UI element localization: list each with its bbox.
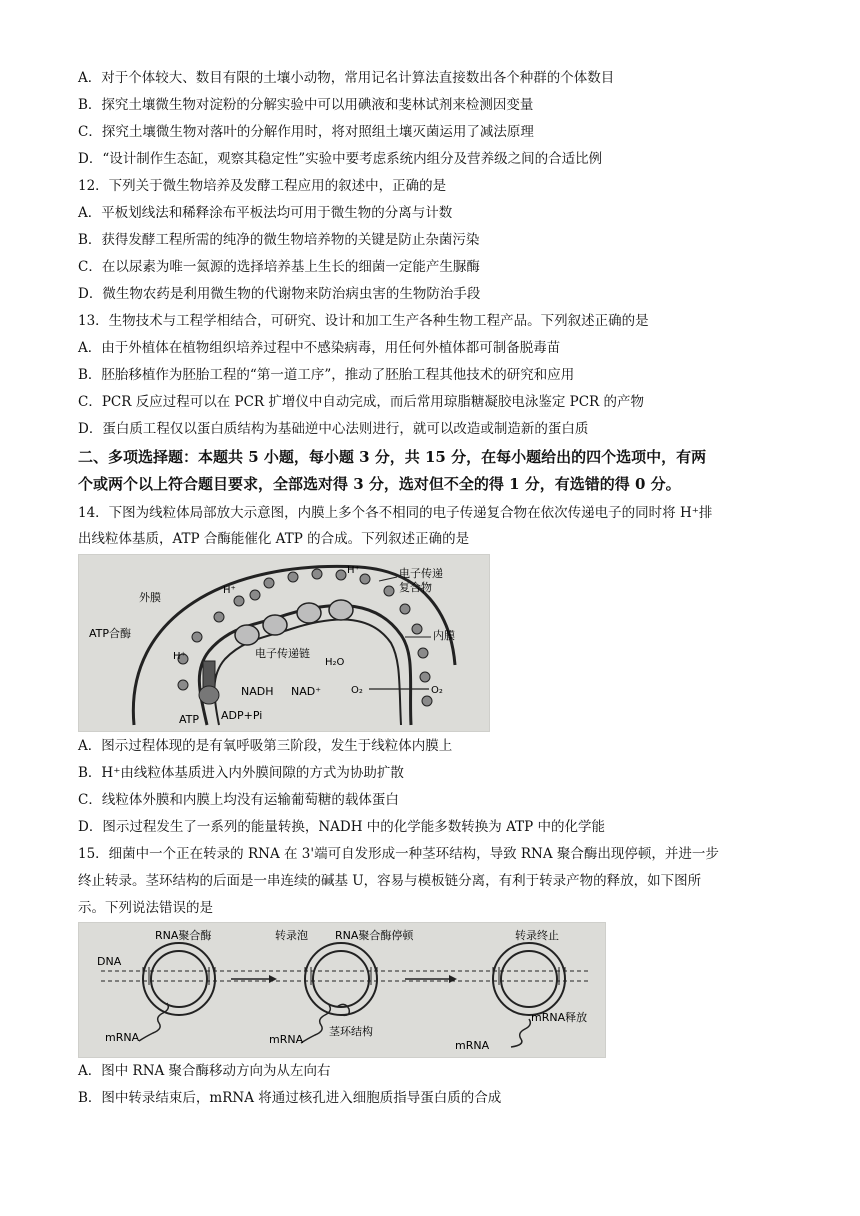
q15-stem-line2: 终止转录。茎环结构的后面是一串连续的碱基 U，容易与模板链分离，有利于转录产物的释放，如下图所 — [78, 873, 702, 889]
label-rna-polymerase: RNA聚合酶 — [155, 929, 212, 942]
arrowhead-stage-2 — [449, 975, 457, 983]
q15-stem-line3: 示。下列说法错误的是 — [78, 900, 213, 916]
arrowhead-stage-1 — [269, 975, 277, 983]
mrna-squiggle-1 — [139, 1003, 168, 1041]
q12-option-b: B．获得发酵工程所需的纯净的微生物培养物的关键是防止杂菌污染 — [78, 232, 480, 248]
q12-option-c: C．在以尿素为唯一氮源的选择培养基上生长的细菌一定能产生脲酶 — [78, 259, 480, 275]
mitochondrion-figure — [78, 554, 490, 732]
label-h-plus-right: H⁺ — [347, 565, 360, 576]
q12-option-d: D．微生物农药是利用微生物的代谢物来防治病虫害的生物防治手段 — [78, 286, 481, 302]
q11-option-a: A．对于个体较大、数目有限的土壤小动物，常用记名计算法直接数出各个种群的个体数目 — [78, 70, 615, 86]
mrna-squiggle-3 — [511, 1019, 530, 1047]
q14-stem-line2: 出线粒体基质，ATP 合酶能催化 ATP 的合成。下列叙述正确的是 — [78, 531, 470, 547]
label-electron-chain: 电子传递链 — [255, 647, 310, 660]
q15-option-b: B．图中转录结束后，mRNA 将通过核孔进入细胞质指导蛋白质的合成 — [78, 1090, 502, 1106]
transcription-figure — [78, 922, 606, 1058]
q14-option-a: A．图示过程体现的是有氧呼吸第三阶段，发生于线粒体内膜上 — [78, 738, 453, 754]
q15-option-a: A．图中 RNA 聚合酶移动方向为从左向右 — [78, 1063, 331, 1079]
q11-option-c: C．探究土壤微生物对落叶的分解作用时，将对照组土壤灭菌运用了减法原理 — [78, 124, 534, 140]
leader-etc — [379, 577, 397, 581]
q11-option-b: B．探究土壤微生物对淀粉的分解实验中可以用碘液和斐林试剂来检测因变量 — [78, 97, 534, 113]
label-nadh: NADH — [241, 685, 274, 698]
mitochondrion-diagram — [79, 555, 489, 731]
label-stem-loop: 茎环结构 — [329, 1025, 373, 1038]
label-etc-complex-1: 电子传递 — [399, 567, 443, 580]
label-mrna-3: mRNA — [455, 1039, 490, 1052]
transcription-diagram — [79, 923, 605, 1057]
label-nad: NAD⁺ — [291, 685, 322, 698]
q14-option-d: D．图示过程发生了一系列的能量转换，NADH 中的化学能多数转换为 ATP 中的化学能 — [78, 819, 605, 835]
q12-stem: 12．下列关于微生物培养及发酵工程应用的叙述中，正确的是 — [78, 178, 447, 194]
label-o2-left: O₂ — [351, 685, 363, 696]
etc-complexes — [235, 600, 353, 645]
q13-option-a: A．由于外植体在植物组织培养过程中不感染病毒，用任何外植体都可制备脱毒苗 — [78, 340, 561, 356]
label-atp: ATP — [179, 713, 200, 726]
inner-membrane-line — [199, 605, 411, 725]
label-mrna-2: mRNA — [269, 1033, 304, 1046]
q14-stem-line1: 14．下图为线粒体局部放大示意图，内膜上多个各不相同的电子传递复合物在依次传递电子的同时将 H⁺排 — [78, 505, 713, 521]
label-pause: RNA聚合酶停顿 — [335, 929, 414, 942]
q13-option-d: D．蛋白质工程仅以蛋白质结构为基础逆中心法则进行，就可以改造或制造新的蛋白质 — [78, 421, 589, 437]
label-atp-synthase: ATP合酶 — [89, 627, 132, 640]
polymerase-rings — [143, 943, 565, 1015]
label-mrna-1: mRNA — [105, 1031, 140, 1044]
label-water: H₂O — [325, 657, 345, 668]
label-o2-right: O₂ — [431, 685, 443, 696]
q11-option-d: D．“设计制作生态缸，观察其稳定性”实验中要考虑系统内组分及营养级之间的合适比例 — [78, 151, 603, 167]
label-bubble: 转录泡 — [275, 929, 308, 942]
q14-option-c: C．线粒体外膜和内膜上均没有运输葡萄糖的载体蛋白 — [78, 792, 399, 808]
label-h-plus-top: H⁺ — [223, 585, 236, 596]
label-inner-membrane: 内膜 — [433, 629, 455, 642]
q13-stem: 13．生物技术与工程学相结合，可研究、设计和加工生产各种生物工程产品。下列叙述正确的是 — [78, 313, 649, 329]
label-h-plus-left: H⁺ — [173, 651, 186, 662]
q14-option-b: B．H⁺由线粒体基质进入内外膜间隙的方式为协助扩散 — [78, 765, 404, 781]
section-heading-line1: 二、多项选择题：本题共 5 小题，每小题 3 分，共 15 分，在每小题给出的四个选项中，有两 — [78, 448, 707, 466]
label-terminate: 转录终止 — [515, 929, 559, 942]
label-mrna-release: mRNA释放 — [531, 1011, 588, 1024]
q13-option-c: C．PCR 反应过程可以在 PCR 扩增仪中自动完成，而后常用琼脂糖凝胶电泳鉴定 PCR 的产物 — [78, 394, 645, 410]
label-dna: DNA — [97, 955, 122, 968]
q12-option-a: A．平板划线法和稀释涂布平板法均可用于微生物的分离与计数 — [78, 205, 453, 221]
atp-synthase-shape — [203, 661, 215, 689]
section-heading-line2: 个或两个以上符合题目要求，全部选对得 3 分，选对但不全的得 1 分，有选错的得 0 分。 — [78, 475, 681, 493]
label-adp: ADP+Pi — [221, 709, 263, 722]
label-etc-complex-2: 复合物 — [399, 581, 432, 594]
q13-option-b: B．胚胎移植作为胚胎工程的“第一道工序”，推动了胚胎工程其他技术的研究和应用 — [78, 367, 575, 383]
atp-synthase-head — [199, 686, 219, 704]
q15-stem-line1: 15．细菌中一个正在转录的 RNA 在 3'端可自发形成一种茎环结构，导致 RNA 聚合酶出现停顿，并进一步 — [78, 846, 719, 862]
label-outer-membrane: 外膜 — [139, 591, 161, 604]
